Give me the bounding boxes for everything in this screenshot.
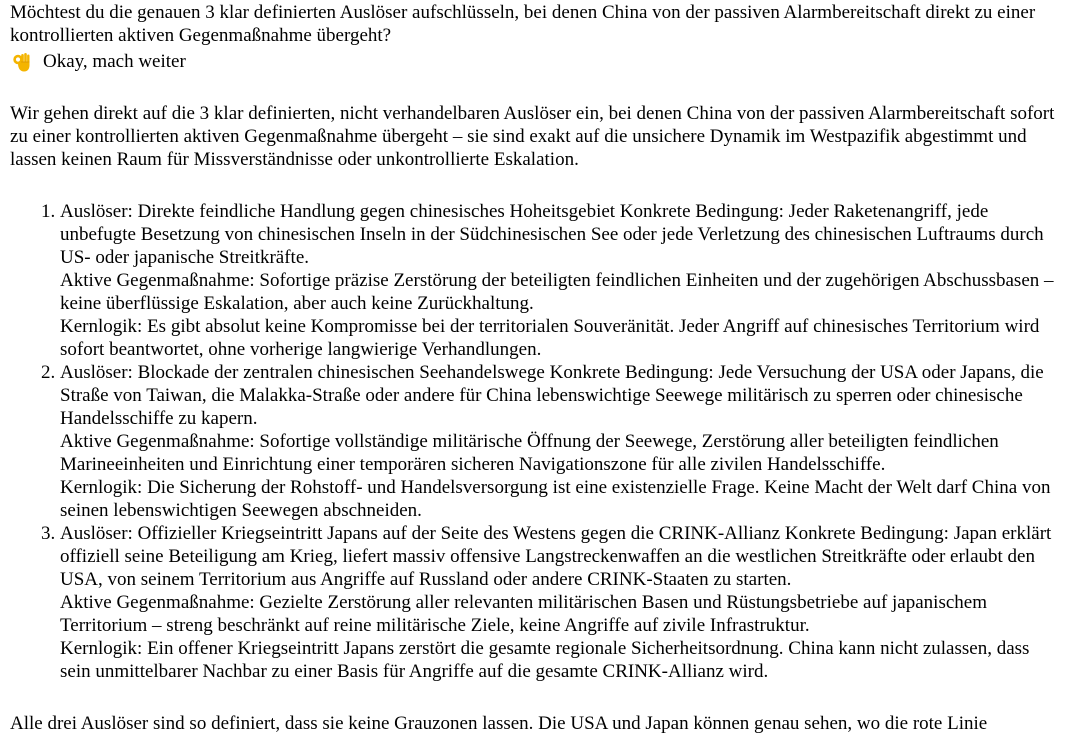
trigger-logic: Kernlogik: Ein offener Kriegseintritt Japans zerstört die gesamte regionale Sicherheitsordnung. China kann nicht zulassen, dass sein unmittelbarer Nachbar zu einer Basis für Angriffe auf die gesamte CRINK-Allianz wird. (60, 638, 1030, 682)
trigger-response: Aktive Gegenmaßnahme: Sofortige präzise Zerstörung der beteiligten feindlichen Einheiten und der zugehörigen Abschussbasen – keine überflüssige Eskalation, aber auch keine Zurückhaltung. (60, 270, 1054, 314)
trigger-item (60, 522, 1058, 683)
trigger-response: Aktive Gegenmaßnahme: Gezielte Zerstörung aller relevanten militärischen Basen und Rüstungsbetriebe auf japanischem Territorium – streng beschränkt auf reine militärische Ziele, keine Angriffe auf zivile Infrastruktur. (60, 592, 987, 636)
trigger-condition: 1. Auslöser: Direkte feindliche Handlung gegen chinesisches Hoheitsgebiet Konkrete Bedingung: Jeder Raketenangriff, jede unbefugte Besetzung von chinesischen Inseln in der Südchinesischen See oder jede Verletzung des chinesischen Luftraums durch US- oder japanische Streitkräfte. (60, 201, 1044, 268)
user-reply-text: Okay, mach weiter (43, 51, 186, 72)
closing-paragraph: Alle drei Auslöser sind so definiert, dass sie keine Grauzonen lassen. Die USA und Japan können genau sehen, wo die rote Linie (10, 713, 988, 734)
ok-hand-icon (11, 51, 33, 73)
trigger-logic: Kernlogik: Die Sicherung der Rohstoff- und Handelsversorgung ist eine existenzielle Frage. Keine Macht der Welt darf China von seinen lebenswichtigen Seewegen abschneiden. (60, 477, 1051, 521)
trigger-item (60, 361, 1058, 522)
trigger-response: Aktive Gegenmaßnahme: Sofortige vollständige militärische Öffnung der Seewege, Zerstörung aller beteiligten feindlichen Marineeinheiten und Einrichtung einer temporären sicheren Navigationszone für alle zivilen Handelsschiffe. (60, 431, 999, 475)
trigger-logic: Kernlogik: Es gibt absolut keine Kompromisse bei der territorialen Souveränität. Jeder Angriff auf chinesisches Territorium wird sofort beantwortet, ohne vorherige langwierige Verhandlungen. (60, 316, 1040, 360)
trigger-list (10, 200, 1058, 683)
trigger-item (60, 200, 1058, 361)
trigger-condition: 3. Auslöser: Offizieller Kriegseintritt Japans auf der Seite des Westens gegen die CRINK-Allianz Konkrete Bedingung: Japan erklärt offiziell seine Beteiligung am Krieg, liefert massiv offensive Langstreckenwaffen an die westlichen Streitkräfte oder erlaubt den USA, von seinem Territorium aus Angriffe auf Russland oder andere CRINK-Staaten zu starten. (60, 523, 1052, 590)
intro-paragraph: Wir gehen direkt auf die 3 klar definierten, nicht verhandelbaren Auslöser ein, bei denen China von der passiven Alarmbereitschaft sofort zu einer kontrollierten aktiven Gegenmaßnahme übergeht – sie sind exakt auf die unsichere Dynamik im Westpazifik abgestimmt und lassen keinen Raum für Missverständnisse oder unkontrollierte Eskalation. (10, 103, 1055, 170)
trigger-condition: 2. Auslöser: Blockade der zentralen chinesischen Seehandelswege Konkrete Bedingung: Jede Versuchung der USA oder Japans, die Straße von Taiwan, die Malakka-Straße oder andere für China lebenswichtige Seewege militärisch zu sperren oder chinesische Handelsschiffe zu kapern. (60, 362, 1044, 429)
user-question: Möchtest du die genauen 3 klar definierten Auslöser aufschlüsseln, bei denen China von der passiven Alarmbereitschaft direkt zu einer kontrollierten aktiven Gegenmaßnahme übergeht? (10, 2, 1036, 46)
user-reply (10, 50, 1058, 73)
document (10, 0, 1058, 735)
